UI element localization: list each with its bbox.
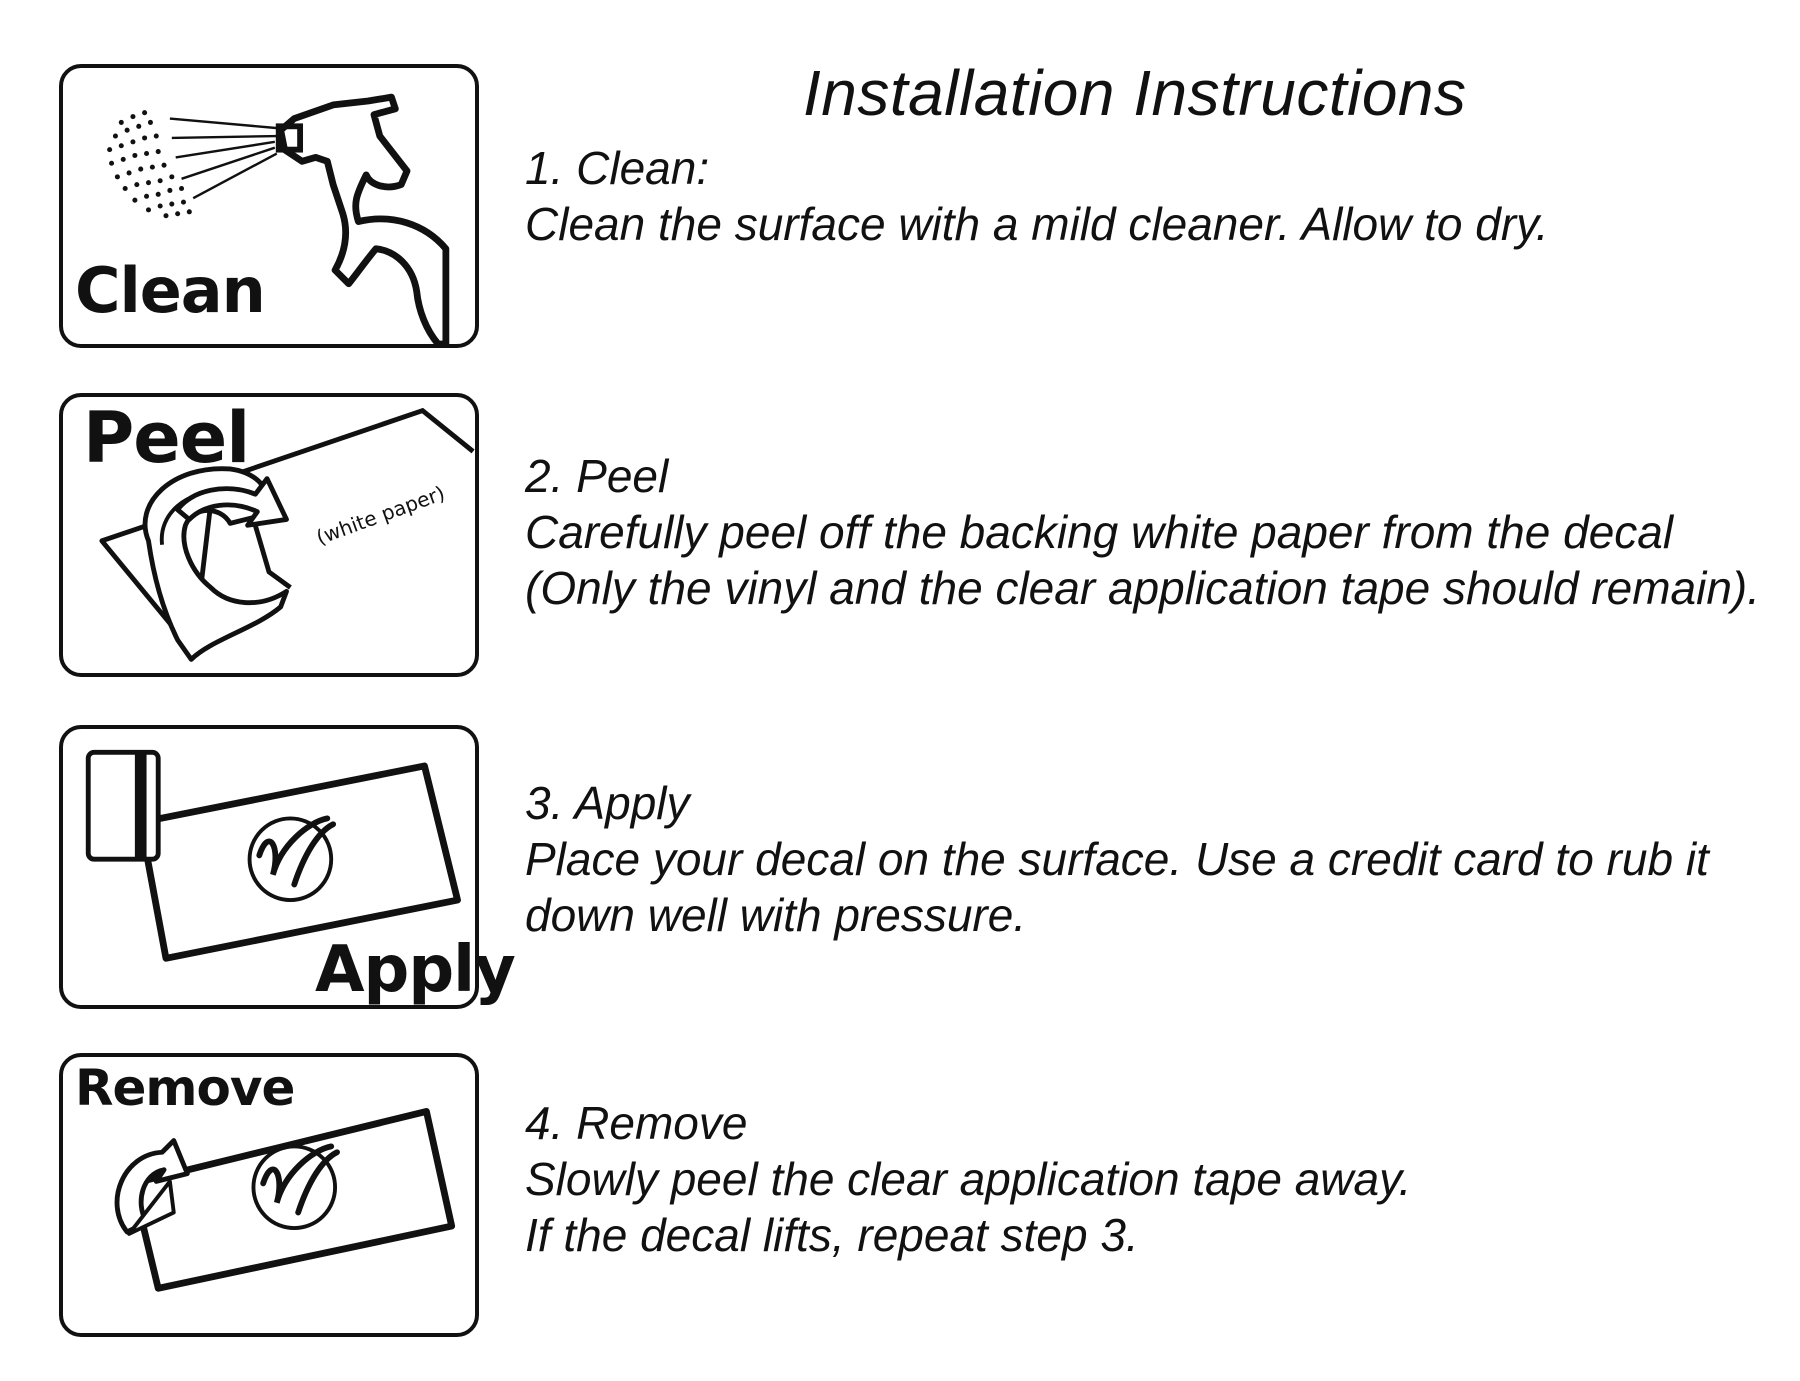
step-2-heading: 2. Peel — [525, 450, 669, 502]
step-4-line-2: If the decal lifts, repeat step 3. — [525, 1209, 1139, 1261]
apply-panel — [59, 725, 515, 1009]
step-4 — [525, 1095, 1411, 1263]
peel-panel — [59, 393, 479, 677]
step-1-line-1: Clean the surface with a mild cleaner. Allow to dry. — [525, 198, 1549, 250]
step-3-heading: 3. Apply — [525, 777, 690, 829]
apply-label: Apply — [315, 933, 515, 1007]
step-1 — [525, 140, 1549, 252]
step-4-line-1: Slowly peel the clear application tape away. — [525, 1153, 1412, 1205]
step-1-heading: 1. Clean: — [525, 142, 710, 194]
step-2 — [525, 448, 1760, 616]
remove-panel — [59, 1053, 479, 1337]
step-3 — [525, 775, 1709, 943]
step-3-line-1: Place your decal on the surface. Use a credit card to rub it — [525, 833, 1709, 885]
step-3-line-2: down well with pressure. — [525, 889, 1027, 941]
clean-panel — [59, 64, 479, 348]
remove-label: Remove — [75, 1059, 295, 1117]
clean-label: Clean — [75, 254, 265, 327]
step-2-line-1: Carefully peel off the backing white paper from the decal — [525, 506, 1674, 558]
page-title: Installation Instructions — [803, 57, 1467, 129]
step-2-line-2: (Only the vinyl and the clear application tape should remain). — [525, 562, 1761, 614]
white-paper-note: (white paper) — [313, 480, 448, 550]
step-4-heading: 4. Remove — [525, 1097, 748, 1149]
peel-label: Peel — [83, 397, 250, 479]
